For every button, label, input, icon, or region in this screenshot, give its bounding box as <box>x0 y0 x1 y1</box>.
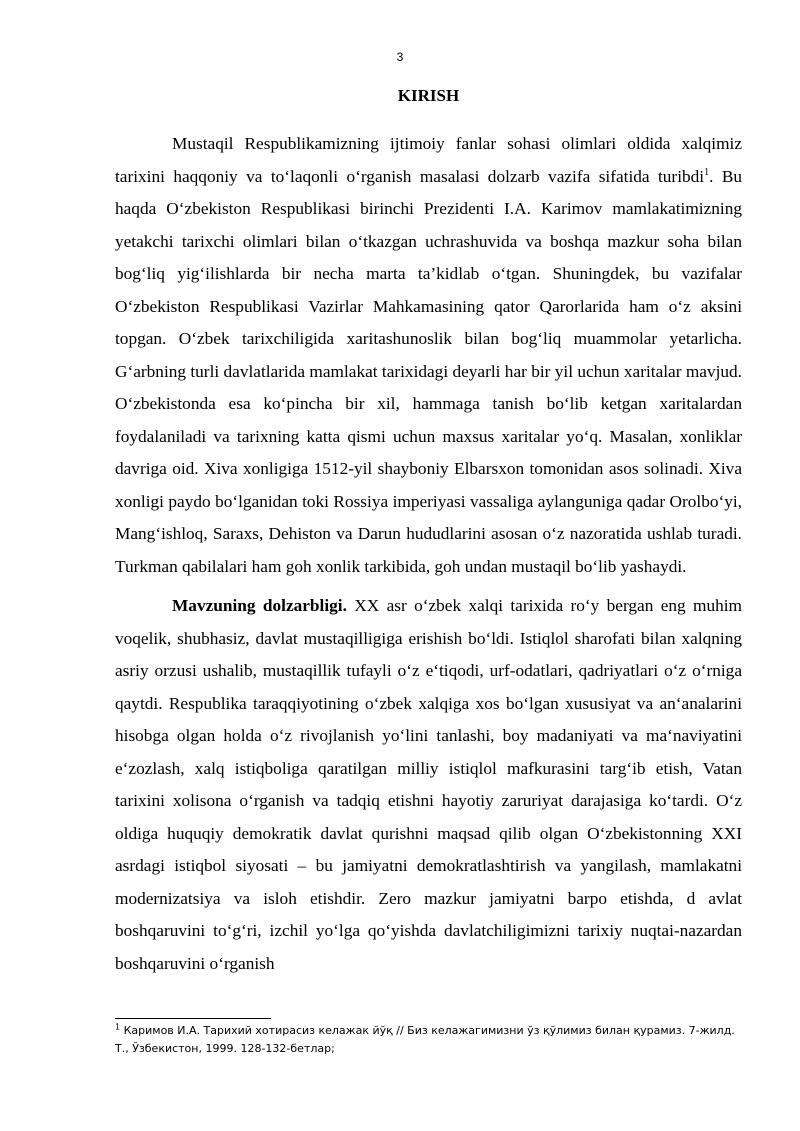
paragraph-intro-text: Mustaqil Respublikamizning ijtimoiy fanlar sohasi olimlari oldida xalqimiz tarixini haqqoniy va to‘laqonli o‘rganish masalasi dolzarb vazifa sifatida turibdi <box>115 134 742 186</box>
page-number: 3 <box>396 50 404 64</box>
footnote-separator <box>115 1018 271 1019</box>
paragraph-intro-rest: . Bu haqda O‘zbekiston Respublikasi birinchi Prezidenti I.A. Karimov mamlakatimizning yetakchi tarixchi olimlari bilan o‘tkazgan uchrashuvida va boshqa mazkur soha bilan bog‘liq yig‘ilishlarda bir necha marta ta’kidlab o‘tgan. Shuningdek, bu vazifalar O‘zbekiston Respublikasi Vazirlar Mahkamasining qator Qarorlarida ham o‘z aksini topgan. O‘zbek tarixchiligida xaritashunoslik bilan bog‘liq muammolar yetarlicha. G‘arbning turli davlatlarida mamlakat tarixidagi deyarli har bir yil uchun xaritalar mavjud. O‘zbekistonda esa ko‘pincha bir xil, hammaga tanish bo‘lib ketgan xaritalardan foydalaniladi va tarixning katta qismi uchun maxsus xaritalar yo‘q. Masalan, xonliklar davriga oid. Xiva xonligiga 1512-yil shayboniy Elbarsxon tomonidan asos solinadi. Xiva xonligi paydo bo‘lganidan toki Rossiya imperiyasi vassaliga aylanguniga qadar Orolbo‘yi, Mang‘ishloq, Saraxs, Dehiston va Darun hududlarini asosan o‘z nazoratida ushlab turadi. Turkman qabilalari ham goh xonlik tarkibida, goh undan mustaqil bo‘lib yashaydi. <box>115 166 742 576</box>
relevance-heading: Mavzuning dolzarbligi. <box>172 596 347 615</box>
body-text <box>115 128 742 980</box>
paragraph-relevance <box>115 590 742 980</box>
paragraph-intro <box>115 128 742 583</box>
page-title: KIRISH <box>397 86 460 105</box>
relevance-text: XX asr o‘zbek xalqi tarixida ro‘y bergan eng muhim voqelik, shubhasiz, davlat mustaqilligiga erishish bo‘ldi. Istiqlol sharofati bilan xalqning asriy orzusi ushalib, mustaqillik tufayli o‘z e‘tiqodi, urf-odatlari, qadriyatlari o‘z o‘rniga qaytdi. Respublika taraqqiyotining o‘zbek xalqiga xos bo‘lgan xususiyat va an‘analarini hisobga olgan holda o‘z rivojlanish yo‘lini tanlashi, boy madaniyati va ma‘naviyatini e‘zozlash, xalq istiqboliga qaratilgan milliy istiqlol mafkurasini targ‘ib etish, Vatan tarixini xolisona o‘rganish va tadqiq etishni hayotiy zaruriyat darajasiga ko‘tardi. O‘z oldiga huquqiy demokratik davlat qurishni maqsad qilib olgan O‘zbekistonning XXI asrdagi istiqbol siyosati – bu jamiyatni demokratlashtirish va yangilash, mamlakatni modernizatsiya va isloh etishdir. Zero mazkur jamiyatni barpo etishda, d avlat boshqaruvini to‘g‘ri, izchil yo‘lga qo‘yishda davlatchiligimizni tarixiy nuqtai-nazardan boshqaruvini o‘rganish <box>115 596 742 973</box>
footnote-reference[interactable]: 1 <box>704 166 710 178</box>
footnote <box>115 1022 745 1058</box>
footnote-text: Каримов И.А. Тарихий хотирасиз келажак йўқ // Биз келажагимизни ўз қўлимиз билан қурамиз. 7-жилд. Т., Ўзбекистон, 1999. 128-132-бетлар; <box>115 1024 735 1055</box>
footnote-marker: 1 <box>115 1022 121 1032</box>
